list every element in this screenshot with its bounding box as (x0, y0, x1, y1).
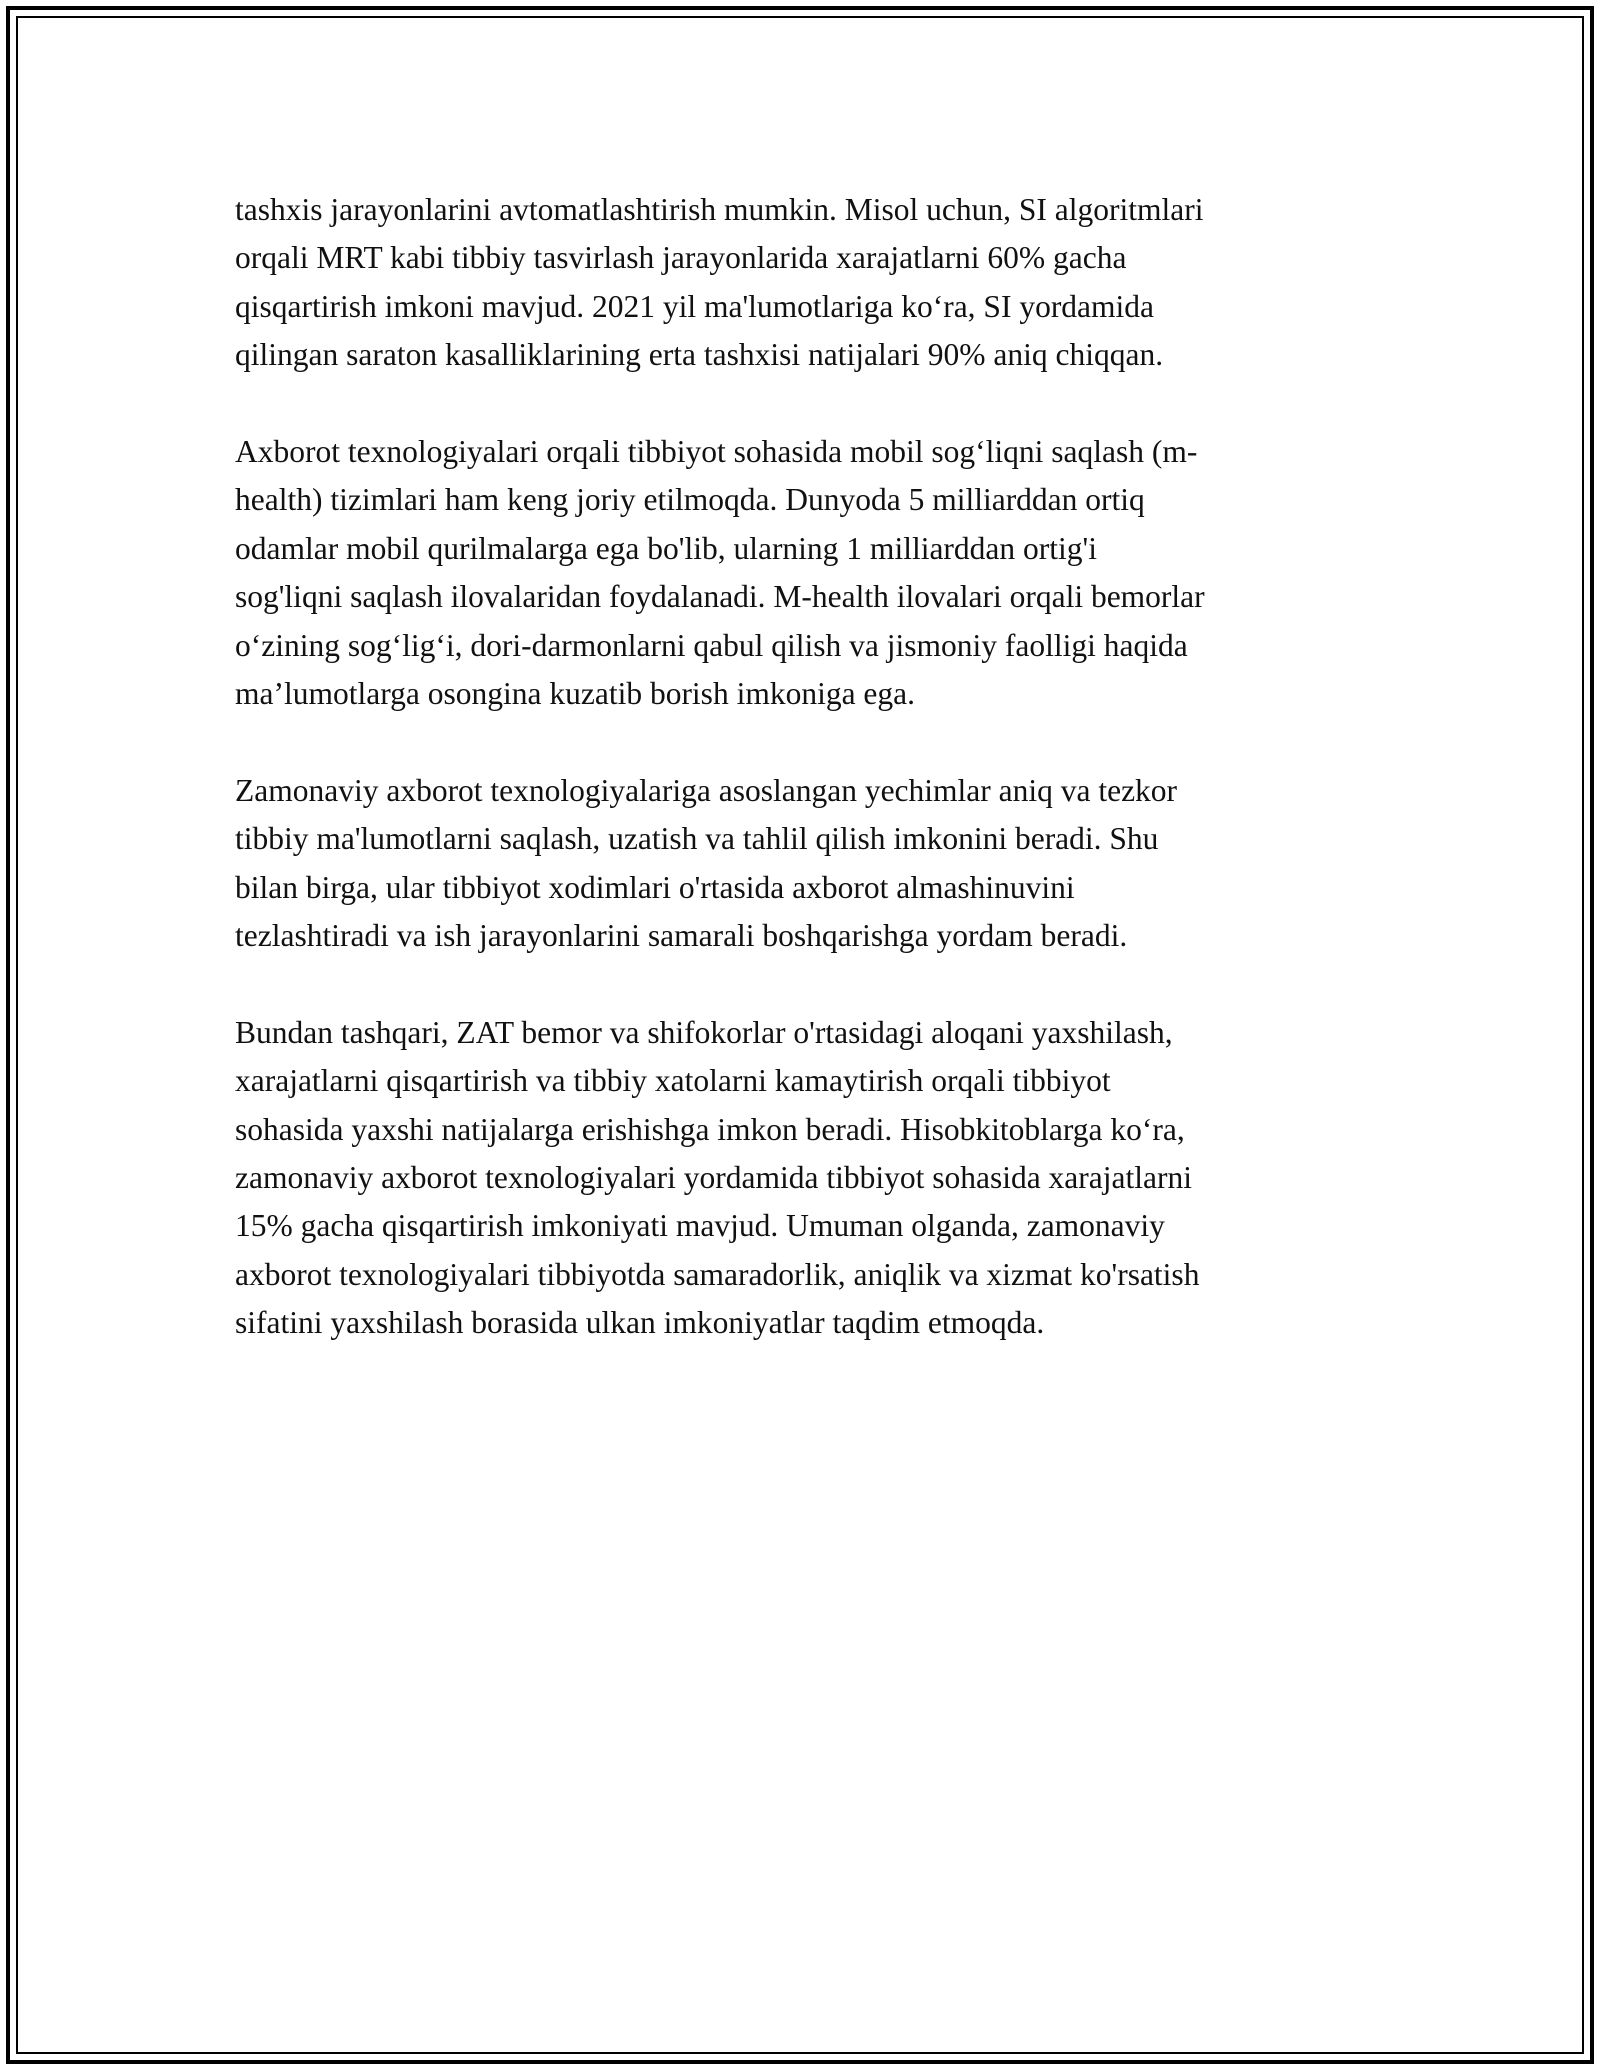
text-line: odamlar mobil qurilmalarga ega bo'lib, ularning 1 milliarddan ortig'i (235, 530, 1097, 566)
text-line: health) tizimlari ham keng joriy etilmoqda. Dunyoda 5 milliarddan ortiq (235, 482, 1145, 518)
text-line: qisqartirish imkoni mavjud. 2021 yil ma'lumotlariga ko‘ra, SI yordamida (235, 288, 1155, 324)
text-line: sohasida yaxshi natijalarga erishishga imkon beradi. Hisobkitoblarga ko‘ra, (235, 1111, 1185, 1147)
text-line: axborot texnologiyalari tibbiyotda samaradorlik, aniqlik va xizmat ko'rsatish (235, 1256, 1200, 1292)
text-line: qilingan saraton kasalliklarining erta tashxisi natijalari 90% aniq chiqqan. (235, 337, 1164, 373)
text-line: 15% gacha qisqartirish imkoniyati mavjud. Umuman olganda, zamonaviy (235, 1208, 1165, 1244)
text-line: zamonaviy axborot texnologiyalari yordamida tibbiyot sohasida xarajatlarni (235, 1160, 1192, 1196)
text-line: Zamonaviy axborot texnologiyalariga asoslangan yechimlar aniq va tezkor (235, 772, 1178, 808)
text-line: bilan birga, ular tibbiyot xodimlari o'rtasida axborot almashinuvini (235, 869, 1075, 905)
paragraph-ai-diagnostics (235, 186, 1370, 380)
text-line: ma’lumotlarga osongina kuzatib borish imkoniga ega. (235, 676, 916, 712)
text-line: tashxis jarayonlarini avtomatlashtirish mumkin. Misol uchun, SI algoritmlari (235, 192, 1204, 227)
text-line: Bundan tashqari, ZAT bemor va shifokorlar o'rtasidagi aloqani yaxshilash, (235, 1014, 1173, 1050)
paragraph-modern-solutions (235, 767, 1370, 961)
document-body (235, 186, 1370, 1396)
text-line: sifatini yaxshilash borasida ulkan imkoniyatlar taqdim etmoqda. (235, 1305, 1045, 1341)
paragraph-conclusion (235, 1009, 1370, 1348)
text-line: sog'liqni saqlash ilovalaridan foydalanadi. M-health ilovalari orqali bemorlar (235, 579, 1205, 615)
paragraph-mobile-health (235, 428, 1370, 718)
text-line: orqali MRT kabi tibbiy tasvirlash jarayonlarida xarajatlarni 60% gacha (235, 240, 1127, 276)
text-line: Axborot texnologiyalari orqali tibbiyot sohasida mobil sog‘liqni saqlash (m- (235, 434, 1198, 470)
text-line: tezlashtiradi va ish jarayonlarini samarali boshqarishga yordam beradi. (235, 918, 1128, 954)
text-line: tibbiy ma'lumotlarni saqlash, uzatish va tahlil qilish imkonini beradi. Shu (235, 821, 1159, 857)
text-line: o‘zining sog‘lig‘i, dori-darmonlarni qabul qilish va jismoniy faolligi haqida (235, 627, 1188, 663)
text-line: xarajatlarni qisqartirish va tibbiy xatolarni kamaytirish orqali tibbiyot (235, 1063, 1111, 1099)
